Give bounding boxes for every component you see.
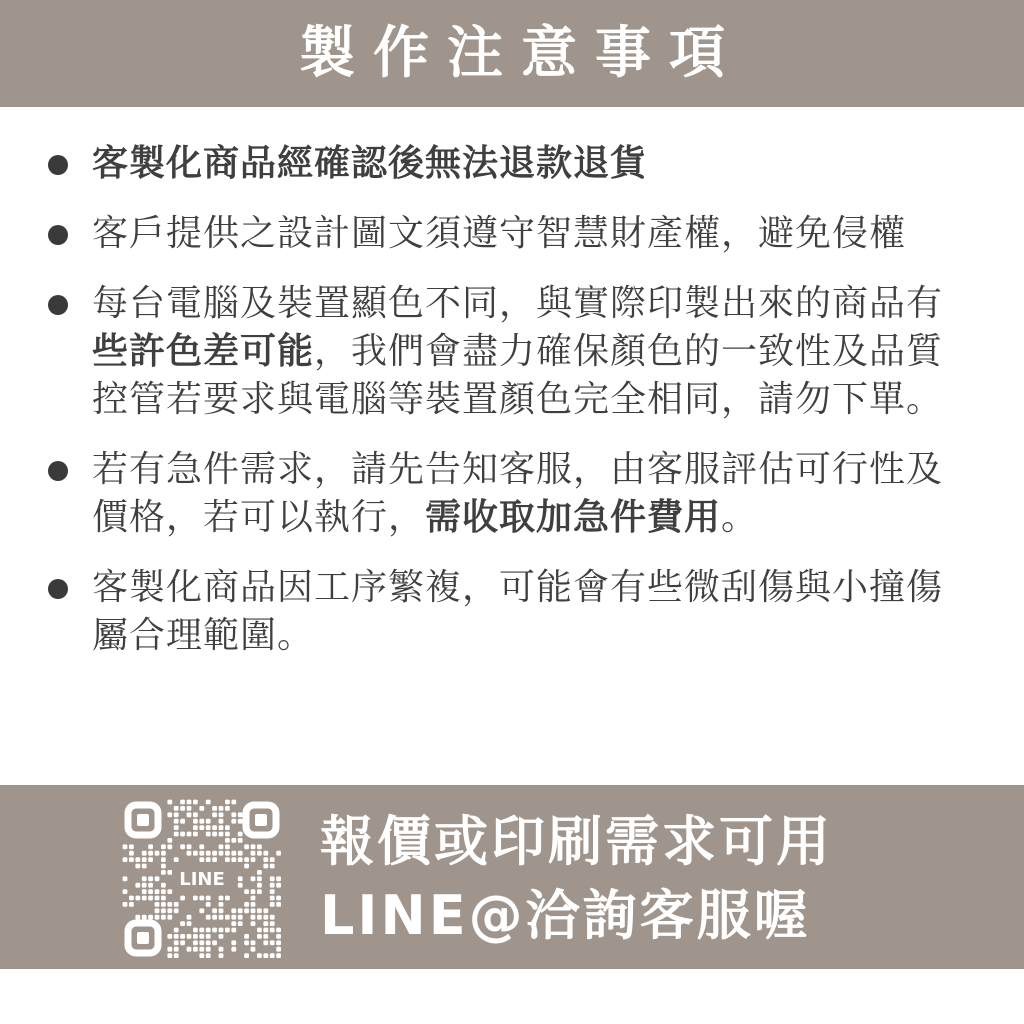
list-item <box>48 564 978 660</box>
bullet-dot-icon <box>48 155 68 175</box>
bullet-dot-icon <box>48 579 68 599</box>
contact-message <box>320 805 833 953</box>
bullet-dot-icon <box>48 461 68 481</box>
list-item <box>48 210 978 258</box>
list-item <box>48 280 978 424</box>
note-text <box>92 143 647 184</box>
note-text-regular: 每台電腦及裝置顯色不同，與實際印製出來的商品有 <box>92 283 944 324</box>
page-title: 製作注意事項 <box>299 20 743 86</box>
note-text-regular: 若有急件需求，請先告知客服，由客服評估可行性及價格，若可以執行， <box>92 449 944 538</box>
note-text-bold: 客製化商品經確認後無法退款退貨 <box>92 143 648 184</box>
note-text <box>92 213 906 254</box>
note-text <box>92 449 943 538</box>
note-text-regular: ，我們會盡力確保顏色的一致性及品質控管若要求與電腦等裝置顏色完全相同，請勿下單。 <box>92 331 944 420</box>
note-text-regular: 客製化商品因工序繁複，可能會有些微刮傷與小撞傷屬合理範圍。 <box>92 567 944 656</box>
note-text-bold: 些許色差可能 <box>92 331 315 372</box>
list-item <box>48 446 978 542</box>
bullet-dot-icon <box>48 225 68 245</box>
footer-banner <box>0 785 1024 969</box>
note-text-regular: 。 <box>721 497 759 538</box>
contact-line-1: 報價或印刷需求可用 <box>320 810 833 873</box>
contact-line-2: LINE@洽詢客服喔 <box>320 884 811 947</box>
note-text-bold: 需收取加急件費用 <box>425 497 722 538</box>
qr-center-label: LINE <box>179 869 225 890</box>
notes-list <box>48 140 978 682</box>
note-text-regular: 客戶提供之設計圖文須遵守智慧財產權，避免侵權 <box>92 213 907 254</box>
line-qr-code-icon[interactable] <box>122 799 282 959</box>
note-text <box>92 567 943 656</box>
header-banner <box>0 0 1024 107</box>
list-item <box>48 140 978 188</box>
note-text <box>92 283 943 420</box>
bullet-dot-icon <box>48 295 68 315</box>
